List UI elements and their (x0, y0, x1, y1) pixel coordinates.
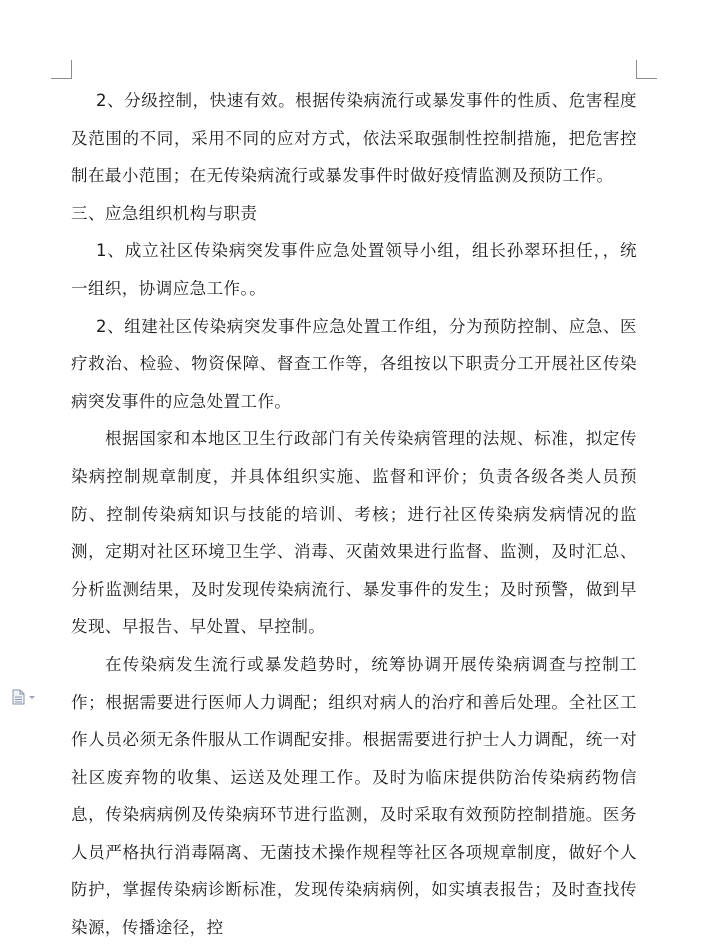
document-body (71, 82, 637, 947)
paragraph-leadership-group: 1、成立社区传染病突发事件应急处置领导小组，组长孙翠环担任，，统一组织，协调应急工作。。 (71, 241, 637, 298)
paragraph-prevention-duties: 根据国家和本地区卫生行政部门有关传染病管理的法规、标准，拟定传染病控制规章制度，并具体组织实施、监督和评价；负责各级各类人员预防、控制传染病知识与技能的培训、考核；进行社区传染病发病情况的监测，定期对社区环境卫生学、消毒、灭菌效果进行监督、监测，及时汇总、分析监测结果，及时发现传染病流行、暴发事件的发生；及时预警，做到早发现、早报告、早处置、早控制。 (71, 429, 637, 637)
paragraph-working-groups: 2、组建社区传染病突发事件应急处置工作组，分为预防控制、应急、医疗救治、检验、物资保障、督查工作等，各组按以下职责分工开展社区传染病突发事件的应急处置工作。 (71, 316, 637, 411)
paragraph-outbreak-response: 在传染病发生流行或暴发趋势时，统筹协调开展传染病调查与控制工作；根据需要进行医师人力调配；组织对病人的治疗和善后处理。全社区工作人员必须无条件服从工作调配安排。根据需要进行护士人力调配，统一对社区废弃物的收集、运送及处理工作。及时为临床提供防治传染病药物信息，传染病病例及传染病环节进行监测，及时采取有效预防控制措施。医务人员严格执行消毒隔离、无菌技术操作规程等社区各项规章制度，做好个人防护，掌握传染病诊断标准，发现传染病病例，如实填表报告；及时查找传染源，传播途径，控 (71, 654, 637, 938)
section-heading-emergency-organization: 三、应急组织机构与职责 (71, 203, 258, 223)
paragraph-graded-control: 2、分级控制，快速有效。根据传染病流行或暴发事件的性质、危害程度及范围的不同，采用不同的应对方式，依法采取强制性控制措施，把危害控制在最小范围；在无传染病流行或暴发事件时做好疫情监测及预防工作。 (71, 91, 637, 186)
document-options-icon[interactable] (10, 688, 40, 706)
page-corner-mark-top-left (51, 60, 72, 79)
page-corner-mark-top-right (636, 60, 657, 79)
